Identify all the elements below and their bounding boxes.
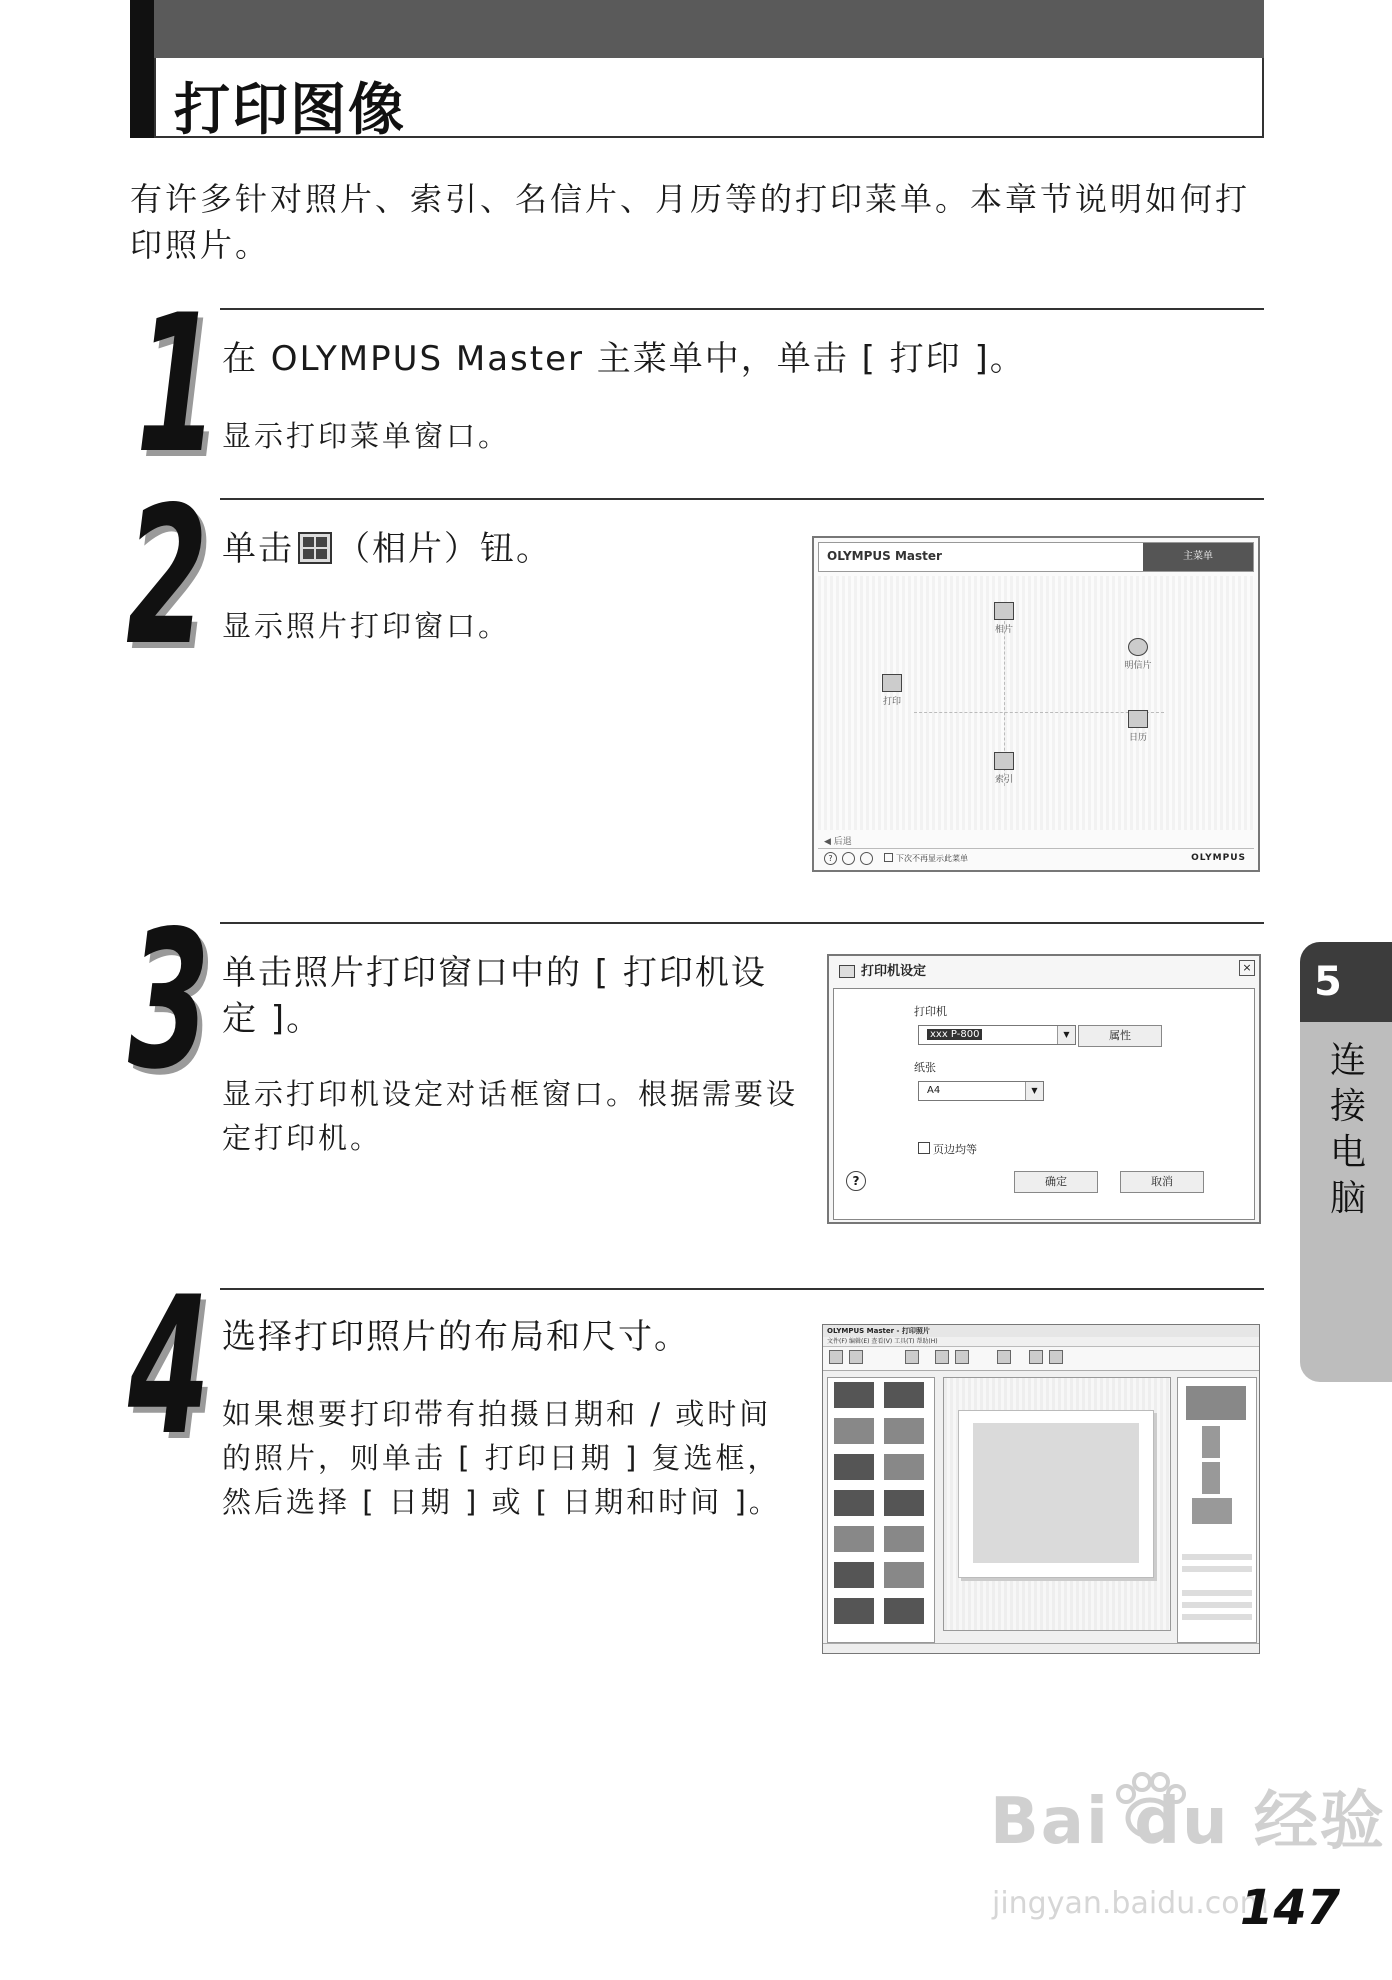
calendar-icon: [1128, 710, 1148, 728]
menu-item-photo-label: 相片: [994, 625, 1013, 635]
main-menu-screenshot: [812, 536, 1260, 872]
toolbar-help-icon[interactable]: [1049, 1350, 1063, 1364]
step-4-desc: 如果想要打印带有拍摄日期和 / 或时间的照片，则单击 [ 打印日期 ] 复选框，然后选择 [ 日期 ] 或 [ 日期和时间 ]。: [222, 1397, 781, 1519]
printer-label: 打印机: [914, 1005, 947, 1018]
menu-item-calendar[interactable]: [1108, 710, 1168, 743]
header-title-box: [154, 58, 1264, 143]
watermark-url: jingyan.baidu.com: [992, 1886, 1269, 1921]
help-icon[interactable]: ?: [824, 852, 837, 865]
window-menubar[interactable]: 文件(F) 编辑(E) 查看(V) 工具(T) 帮助(H): [823, 1337, 1259, 1347]
step-2-title: [222, 526, 552, 572]
thumbnail[interactable]: [884, 1418, 924, 1444]
print-preview-canvas: [943, 1377, 1171, 1631]
step-2-number: 2: [126, 466, 206, 687]
layout-option[interactable]: [1202, 1462, 1220, 1494]
layout-option[interactable]: [1186, 1386, 1246, 1420]
chevron-down-icon: ▼: [1025, 1082, 1043, 1100]
step-4-title: 选择打印照片的布局和尺寸。: [222, 1317, 690, 1357]
step-3-desc: 显示打印机设定对话框窗口。根据需要设定打印机。: [222, 1077, 799, 1155]
thumbnail[interactable]: [884, 1526, 924, 1552]
paper-label: 纸张: [914, 1061, 936, 1074]
step-3-title: 单击照片打印窗口中的 [ 打印机设定 ]。: [222, 953, 767, 1039]
paper-select-value: A4: [927, 1085, 941, 1096]
header-band: [130, 0, 1264, 58]
chapter-label: 连接电脑: [1330, 1040, 1367, 1219]
menu-item-photo[interactable]: [974, 602, 1034, 635]
chapter-number: 5: [1300, 942, 1392, 1022]
toolbar-printer-settings-icon[interactable]: [997, 1350, 1011, 1364]
thumbnail[interactable]: [884, 1382, 924, 1408]
menu-item-postcard[interactable]: [1108, 638, 1168, 671]
photo-print-window: [822, 1324, 1260, 1654]
menu-item-index-label: 索引: [994, 775, 1013, 785]
layout-panel: [1177, 1377, 1257, 1643]
step-2-title-before: 单击: [222, 529, 294, 569]
toolbar-home-icon[interactable]: [829, 1350, 843, 1364]
toolbar-print-icon[interactable]: [905, 1350, 919, 1364]
size-row[interactable]: [1182, 1554, 1252, 1560]
toolbar-preview-icon[interactable]: [1029, 1350, 1043, 1364]
menu-item-calendar-label: 日历: [1128, 733, 1147, 743]
option-row[interactable]: [1182, 1590, 1252, 1596]
main-menu-footer: [818, 848, 1254, 868]
window-toolbar: [823, 1347, 1259, 1371]
thumbnail[interactable]: [834, 1598, 874, 1624]
index-icon: [994, 752, 1014, 770]
thumbnail[interactable]: [834, 1490, 874, 1516]
paper-select[interactable]: [918, 1081, 1044, 1101]
toolbar-grid-icon[interactable]: [849, 1350, 863, 1364]
print-menu-area: [818, 576, 1254, 830]
printer-icon: [882, 674, 902, 692]
layout-option[interactable]: [1202, 1426, 1220, 1458]
menu-item-print[interactable]: [862, 674, 922, 707]
olympus-logo: OLYMPUS: [1191, 853, 1246, 863]
menu-item-print-label: 打印: [882, 697, 901, 707]
intro-paragraph: 有许多针对照片、索引、名信片、月历等的打印菜单。本章节说明如何打印照片。: [130, 180, 1251, 264]
step-3-number: 3: [128, 890, 208, 1111]
printer-select[interactable]: [918, 1025, 1076, 1045]
preview-paper: [958, 1410, 1154, 1578]
chevron-down-icon: ▼: [1057, 1026, 1075, 1044]
step-3-rule: [220, 922, 1264, 924]
dialog-title-text: 打印机设定: [861, 964, 927, 979]
thumbnail[interactable]: [834, 1562, 874, 1588]
menu-item-index[interactable]: [974, 752, 1034, 785]
window-titlebar: OLYMPUS Master - 打印照片: [823, 1325, 1259, 1337]
dont-show-checkbox[interactable]: 下次不再显示此菜单: [884, 853, 968, 864]
step-1-number: 1: [136, 274, 216, 495]
chapter-side-tab: [1300, 942, 1392, 1382]
thumbnail[interactable]: [834, 1418, 874, 1444]
tool-icon[interactable]: [842, 852, 855, 865]
toolbar-rotate-icon[interactable]: [935, 1350, 949, 1364]
help-icon[interactable]: ?: [846, 1171, 866, 1191]
step-4-rule: [220, 1288, 1264, 1290]
printer-settings-dialog: [827, 954, 1261, 1224]
printer-select-value: xxx P-800: [927, 1029, 982, 1040]
main-menu-header: [818, 542, 1254, 572]
thumbnail[interactable]: [884, 1490, 924, 1516]
back-link[interactable]: ◀ 后退: [824, 837, 852, 847]
cancel-button[interactable]: 取消: [1120, 1171, 1204, 1193]
postcard-icon: [1128, 638, 1148, 656]
dialog-body: [833, 988, 1255, 1220]
properties-button[interactable]: 属性: [1078, 1025, 1162, 1047]
date-option-row[interactable]: [1182, 1614, 1252, 1620]
photo-grid-icon: [298, 532, 332, 564]
step-1-rule: [220, 308, 1264, 310]
app-title: OLYMPUS Master: [827, 549, 942, 563]
toolbar-edit-icon[interactable]: [955, 1350, 969, 1364]
ok-button[interactable]: 确定: [1014, 1171, 1098, 1193]
thumbnail[interactable]: [884, 1454, 924, 1480]
thumbnail-list: [827, 1377, 935, 1643]
step-4-number: 4: [128, 1256, 208, 1477]
dialog-title: [833, 960, 1255, 984]
equal-margin-checkbox[interactable]: 页边均等: [918, 1141, 977, 1157]
page-number: 147: [1240, 1880, 1341, 1936]
photo-icon: [994, 602, 1014, 620]
close-icon[interactable]: ×: [1239, 960, 1255, 976]
print-date-row[interactable]: [1182, 1602, 1252, 1608]
main-menu-button[interactable]: 主菜单: [1143, 543, 1253, 571]
step-2-title-after: （相片）钮。: [336, 529, 552, 569]
thumbnail[interactable]: [834, 1526, 874, 1552]
window-statusbar: [823, 1643, 1259, 1654]
step-2-desc: 显示照片打印窗口。: [222, 609, 511, 643]
step-1-title: 在 OLYMPUS Master 主菜单中，单击 [ 打印 ]。: [222, 339, 1026, 379]
thumbnail[interactable]: [884, 1598, 924, 1624]
thumbnail[interactable]: [834, 1382, 874, 1408]
step-1-desc: 显示打印菜单窗口。: [222, 419, 511, 453]
thumbnail[interactable]: [884, 1562, 924, 1588]
menu-item-postcard-label: 明信片: [1124, 661, 1152, 671]
printer-icon: [839, 965, 855, 978]
step-2-rule: [220, 498, 1264, 500]
thumbnail[interactable]: [834, 1454, 874, 1480]
page-title: 打印图像: [174, 78, 406, 143]
header-accent-bar: [130, 0, 154, 138]
size-row[interactable]: [1182, 1566, 1252, 1572]
preview-photo-slot[interactable]: [973, 1423, 1139, 1563]
layout-option[interactable]: [1192, 1498, 1232, 1524]
watermark-logo: Bai du 经验: [990, 1785, 1386, 1859]
settings-icon[interactable]: [860, 852, 873, 865]
